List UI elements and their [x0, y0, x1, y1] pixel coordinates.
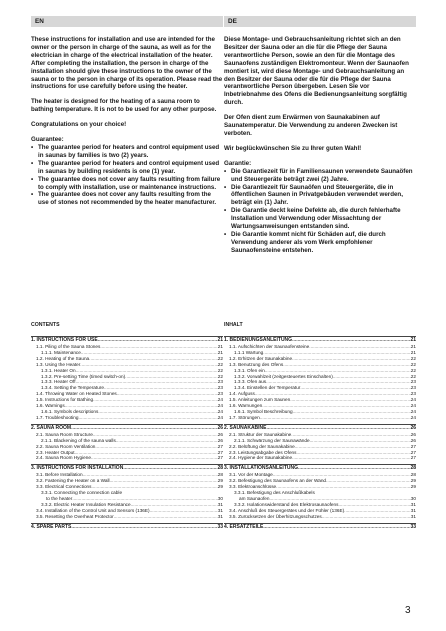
guarantee-item: • Die Garantiezeit für Saunaöfen und Steuergeräte, die in öffentlichen Saunen in Privatgebäuden verwendet werden, beträgt ein (1) Jahr. — [224, 184, 416, 208]
contents-entry-title: 1.3.2. Vorwahlzeit (zeitgesteuertes Einschalten) — [234, 373, 333, 379]
purpose-paragraph-de: Der Ofen dient zum Erwärmen von Saunakabinen auf Saunatemperatur. Die Verwendung zu anderen Zwecken ist verboten. — [224, 114, 398, 137]
contents-entry-title: 1.3.1. Ofen ein — [234, 367, 265, 373]
contents-entry-page: 22 — [217, 367, 223, 373]
contents-section — [224, 464, 416, 519]
guarantee-item: • Die Garantiezeit für in Familiensaunen verwendete Saunaöfen und Steuergeräte beträgt zwei (2) Jahre. — [224, 168, 416, 184]
contents-entry-page: 31 — [410, 513, 416, 519]
guarantee-list-de — [224, 168, 416, 255]
contents-entry-page: 24 — [410, 414, 416, 420]
contents-entry — [224, 337, 416, 344]
leader-dots — [298, 465, 410, 472]
guarantee-item: • Die Garantie kommt nicht für Schäden auf, die durch Verwendung anderer als vom Werk empfohlener Saunaofensteine entstehen. — [224, 231, 416, 255]
contents-entry-title: 3.2. Fastening the Heater on a Wall — [36, 478, 110, 484]
contents-entry-title: 2.1.1. Schwärzung der Saunawände — [234, 437, 310, 443]
contents-entry-title: to the heater — [46, 495, 73, 501]
contents-entry-title: 1.6.1. Symbol Beschreibung — [234, 408, 293, 414]
contents-entry-page: 30 — [217, 495, 223, 501]
contents-entry-title: 3.5. Resetting the Overheat Protector — [36, 513, 114, 519]
contents-entry-title: 3.1. Before Installation — [36, 472, 83, 478]
contents-entry-title: 3.3.2. Isolationswiderstand des Elektrosaunaofens — [234, 501, 339, 507]
leader-dots — [322, 514, 411, 520]
contents-entry-title: 3.1. Vor der Montage — [229, 472, 273, 478]
contents-section — [31, 464, 223, 519]
contents-entry-title: 2.2. Sauna Room Ventilation — [36, 443, 96, 449]
contents-entry-title: 2.1. Struktur der Saunakabine — [229, 431, 292, 437]
contents-entry-title: 1.2. Heating of the Sauna — [36, 355, 90, 361]
contents-section — [224, 523, 416, 531]
contents-entry-page: 23 — [410, 391, 416, 397]
contents-entry-page: 22 — [410, 367, 416, 373]
contents-entry-page: 22 — [410, 373, 416, 379]
contents-entry — [31, 337, 223, 344]
contents-title-en: CONTENTS — [31, 322, 60, 328]
contents-entry-title: 1.2. Erhitzen der Saunakabine — [229, 355, 293, 361]
intro-paragraph-en: These instructions for installation and use are intended for the owner or the person in charge of the sauna, as well as for the electrician in charge of the electrical installation of the heater. After completing the installation, the person in charge of the installation should give these instructions to the owner of the sauna or to the person in charge of its operation. Please read the instructions for use carefully before using the heater. — [31, 36, 223, 91]
contents-entry-title: 2. SAUNA ROOM — [31, 424, 72, 431]
guarantee-item: • The guarantee does not cover any faults resulting from failure to comply with installation, use or maintenance instructions. — [31, 176, 223, 192]
leader-dots — [78, 415, 217, 421]
german-column — [224, 16, 416, 255]
contents-entry-title: 3.3. Electrical Connections — [36, 484, 92, 490]
contents-entry-page: 24 — [217, 403, 223, 409]
contents-entry-title: am Saunaofen — [239, 495, 270, 501]
congratulations-en: Congratulations on your choice! — [31, 121, 127, 129]
contents-entry-page: 22 — [410, 361, 416, 367]
contents-entry-title: 1.6.1. Symbols descriptions — [41, 408, 99, 414]
contents-entry-title: 2.1. Sauna Room Structure — [36, 431, 93, 437]
contents-entry-title: 3.5. Zurücksetzen der Überhitzungsschutzes — [229, 513, 322, 519]
contents-entry-title: 1.7. Troubleshooting — [36, 414, 79, 420]
contents-entry — [224, 465, 416, 472]
contents-entry-page: 22 — [217, 355, 223, 361]
contents-entry-page: 29 — [410, 484, 416, 490]
contents-entry-page: 21 — [410, 344, 416, 349]
contents-entry-title: 3.4. Installation of the Control Unit and Sensors (136E) — [36, 507, 150, 513]
contents-entry-title: 2. SAUNAKABINE — [224, 424, 267, 431]
contents-entry-title: 2.3. Heater Output — [36, 449, 75, 455]
leader-dots — [91, 455, 218, 461]
contents-entry-page: 21 — [217, 344, 223, 349]
contents-entry-title: 1.6. Warnings — [36, 403, 65, 409]
contents-entry-page: 27 — [217, 455, 223, 461]
leader-dots — [292, 337, 410, 344]
contents-entry — [224, 415, 416, 421]
contents-entry-page: 23 — [217, 385, 223, 391]
contents-entry-page: 26 — [410, 437, 416, 443]
language-tab-en: EN — [31, 16, 223, 27]
contents-entry-page: 27 — [410, 449, 416, 455]
leader-dots — [263, 524, 410, 531]
contents-entry-title: 1.3. Using the Heater — [36, 361, 81, 367]
contents-entry-page: 21 — [410, 337, 416, 343]
contents-en — [31, 322, 223, 531]
leader-dots — [71, 425, 217, 432]
guarantee-title-en: Guarantee: — [31, 136, 64, 144]
contents-entry-title: 1.5. Instructions for Bathing — [36, 397, 94, 403]
page-number: 3 — [405, 605, 411, 616]
contents-entry-page: 28 — [410, 472, 416, 478]
guarantee-item: • Die Garantie deckt keine Defekte ab, die durch fehlerhafte Installation und Verwendung oder Missachtung der Wartungsanweisungen entstanden sind. — [224, 207, 416, 231]
contents-title-de: INHALT — [224, 322, 243, 328]
intro-paragraph-de: Diese Montage- und Gebrauchsanleitung richtet sich an den Besitzer der Sauna oder an die für die Pflege der Sauna verantwortliche Person, sowie an den für die Montage des Saunaofens zuständigen Elektromonteur. Wenn der Saunaofen montiert ist, wird diese Montage- und Gebrauchsanleitung an den Besitzer der Sauna oder die für die Pflege der Sauna verantwortliche Person übergeben. Lesen Sie vor Inbetriebnahme des Ofens die Bedienungsanleitung sorgfältig durch. — [224, 36, 409, 107]
contents-section — [31, 336, 223, 421]
contents-entry — [224, 425, 416, 432]
contents-entry-title: 4. ERSATZTEILE — [224, 523, 264, 530]
contents-entry-title: 1.3.4. Einstellen der Temperatur — [234, 385, 301, 391]
leader-dots — [114, 514, 218, 520]
contents-entry-title: 1.1. Piling of the Sauna Stones — [36, 344, 101, 349]
contents-entry-title: 3.4. Anschluß des Steuergerätes und der Fühler (136E) — [229, 507, 345, 513]
english-column — [31, 16, 223, 207]
contents-entry-title: 1.4. Throwing Water on Heated Stones — [36, 391, 117, 397]
contents-entry-page: 27 — [410, 443, 416, 449]
contents-entry-title: 1.7. Störungen — [229, 414, 260, 420]
contents-entry-page: 30 — [410, 495, 416, 501]
contents-entry-title: 4. SPARE PARTS — [31, 523, 72, 530]
contents-entry-page: 26 — [410, 424, 416, 431]
contents-entry-page: 31 — [217, 507, 223, 513]
contents-entry-title: 3.3.1. Befestigung des Anschlußkabels — [234, 490, 315, 496]
contents-entry-title: 2.1.1. Blackening of the sauna walls — [41, 437, 116, 443]
contents-entry-page: 24 — [217, 414, 223, 420]
contents-entry-page: 22 — [217, 361, 223, 367]
contents-entry-page: 28 — [217, 465, 223, 472]
contents-entry-title: 3.2. Befestigung des Saunaofens an der Wand — [229, 478, 327, 484]
contents-entry-page: 29 — [217, 478, 223, 484]
leader-dots — [123, 465, 217, 472]
contents-section — [31, 523, 223, 531]
contents-entry-title: 3. INSTRUCTIONS FOR INSTALLATION — [31, 465, 124, 472]
contents-entry-title: 1.3.3. Heater Off — [41, 379, 76, 385]
contents-entry-page: 23 — [217, 379, 223, 385]
contents-entry-title: 2.2. Belüftung der Saunakabine — [229, 443, 295, 449]
guarantee-item: • The guarantee period for heaters and control equipment used in saunas by families is two (2) years. — [31, 144, 223, 160]
contents-entry-page: 21 — [217, 337, 223, 343]
contents-entry-title: 2.3. Leistungsabgabe des Ofens — [229, 449, 297, 455]
contents-entry-title: 1.1. Aufschichten der Saunaofensteine — [229, 344, 310, 349]
contents-de — [224, 322, 416, 531]
leader-dots — [267, 425, 411, 432]
contents-entry-title: 1.3.4. Setting the Temperature — [41, 385, 104, 391]
contents-entry — [224, 524, 416, 531]
contents-entry — [224, 514, 416, 520]
contents-entry-page: 22 — [217, 373, 223, 379]
contents-entry-page: 31 — [410, 507, 416, 513]
purpose-paragraph-en: The heater is designed for the heating of a sauna room to bathing temperature. It is not to be used for any other purpose. — [31, 98, 217, 114]
contents-entry-page: 24 — [410, 403, 416, 409]
contents-list-en — [31, 336, 223, 531]
guarantee-list-en — [31, 144, 223, 207]
contents-list-de — [224, 336, 416, 531]
contents-entry-page: 26 — [217, 431, 223, 437]
contents-entry-page: 26 — [410, 431, 416, 437]
contents-entry-title: 1.3.1. Heater On — [41, 367, 76, 373]
contents-entry — [31, 465, 223, 472]
contents-entry-page: 28 — [410, 465, 416, 472]
guarantee-item: • The guarantee period for heaters and control equipment used in saunas by building residents is one (1) year. — [31, 160, 223, 176]
contents-entry-page: 31 — [217, 513, 223, 519]
contents-entry-title: 1.3.2. Pre-setting Time (timed switch-on) — [41, 373, 126, 379]
guarantee-item: • The guarantee does not cover any faults resulting from the use of stones not recommended by the heater manufacturer. — [31, 191, 223, 207]
contents-entry-page: 29 — [217, 484, 223, 490]
contents-entry-page: 27 — [217, 449, 223, 455]
contents-entry — [31, 425, 223, 432]
contents-entry-title: 1. BEDIENUNGSANLEITUNG — [224, 337, 293, 343]
contents-entry-title: 3.3.1. Connecting the connection cable — [41, 490, 123, 496]
leader-dots — [260, 415, 411, 421]
contents-entry-page: 26 — [217, 437, 223, 443]
leader-dots — [292, 455, 411, 461]
leader-dots — [71, 524, 217, 531]
contents-entry — [224, 455, 416, 461]
contents-entry-page: 24 — [410, 397, 416, 403]
contents-entry-page: 27 — [217, 443, 223, 449]
contents-entry-page: 21 — [410, 349, 416, 355]
leader-dots — [98, 337, 218, 344]
contents-entry-page: 24 — [217, 397, 223, 403]
contents-entry-title: 1. INSTRUCTIONS FOR USE — [31, 337, 98, 343]
contents-entry-title: 3.3.2. Electric Heater Insulation Resistance — [41, 501, 131, 507]
contents-section — [224, 424, 416, 462]
contents-entry-title: 1.1.1. Maintenance — [41, 349, 81, 355]
contents-entry-title: 1.3. Benutzung des Ofens — [229, 361, 284, 367]
contents-entry — [31, 415, 223, 421]
contents-entry-page: 29 — [410, 478, 416, 484]
contents-section — [224, 336, 416, 421]
contents-entry-page: 33 — [217, 523, 223, 530]
contents-entry-page: 27 — [410, 455, 416, 461]
contents-entry-title: 1.5. Anleitungen zum Saunen — [229, 397, 291, 403]
contents-entry-title: 3.3. Elektroanschlüsse — [229, 484, 277, 490]
contents-entry-page: 33 — [410, 523, 416, 530]
contents-entry — [31, 524, 223, 531]
contents-entry-title: 1.3.3. Ofen aus — [234, 379, 267, 385]
guarantee-title-de: Garantie: — [224, 159, 252, 167]
contents-entry-title: 2.4. Sauna Room Hygiene — [36, 455, 91, 461]
contents-entry — [31, 455, 223, 461]
contents-entry — [31, 514, 223, 520]
contents-entry-title: 2.4. Hygiene der Saunakabine — [229, 455, 293, 461]
contents-entry-title: 3. INSTALLATIONSANLEITUNG — [224, 465, 298, 472]
contents-entry-page: 23 — [410, 385, 416, 391]
contents-entry-page: 31 — [217, 501, 223, 507]
language-tab-de: DE — [224, 16, 416, 27]
contents-section — [31, 424, 223, 462]
contents-entry-page: 23 — [410, 379, 416, 385]
contents-entry-title: 1.1.1 Wartung — [234, 349, 264, 355]
contents-entry-page: 28 — [217, 472, 223, 478]
contents-entry-page: 21 — [217, 349, 223, 355]
contents-entry-page: 24 — [410, 408, 416, 414]
contents-entry-title: 1.4. Aufguss — [229, 391, 255, 397]
contents-entry-page: 23 — [217, 391, 223, 397]
contents-entry-page: 26 — [217, 424, 223, 431]
contents-entry-page: 31 — [410, 501, 416, 507]
contents-entry-page: 24 — [217, 408, 223, 414]
contents-entry-page: 22 — [410, 355, 416, 361]
congratulations-de: Wir beglückwünschen Sie zu Ihrer guten Wahl! — [224, 144, 362, 152]
contents-entry-title: 1.6. Warnungen — [229, 403, 263, 409]
